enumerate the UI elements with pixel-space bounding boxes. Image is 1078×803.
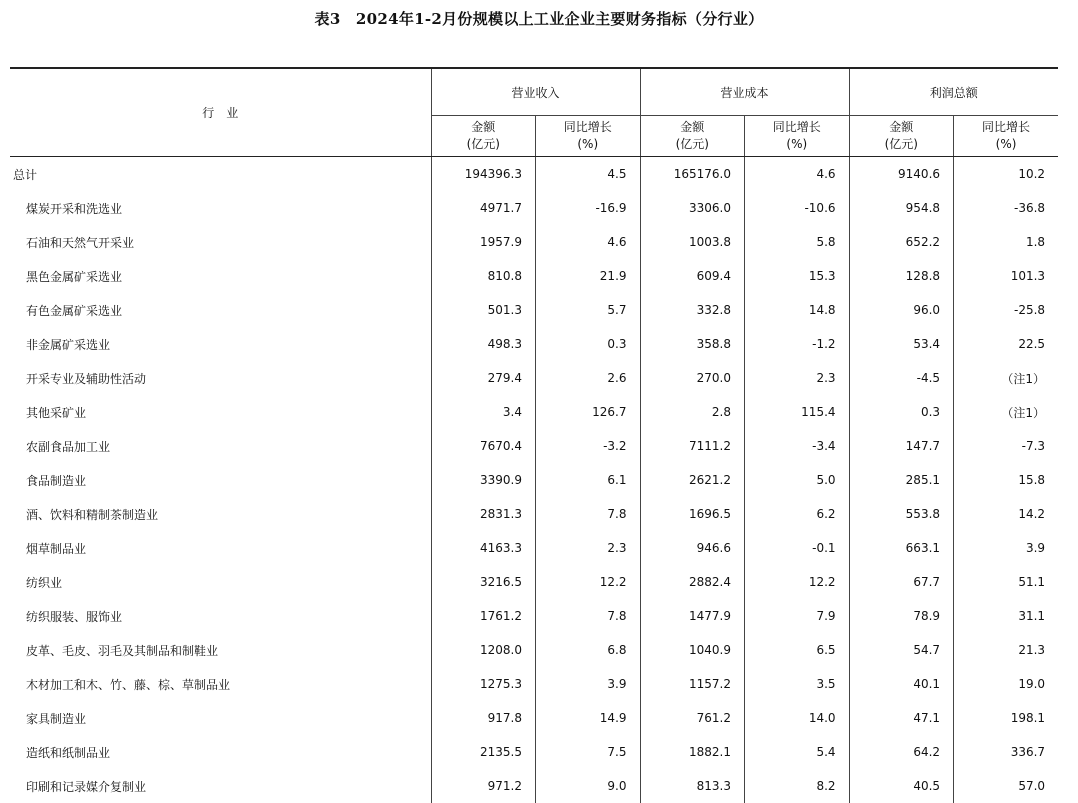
revenue-growth: 126.7 — [536, 395, 641, 429]
profit-growth: 198.1 — [954, 701, 1059, 735]
cost-amount: 1696.5 — [640, 497, 745, 531]
profit-growth: 19.0 — [954, 667, 1059, 701]
industry-name: 酒、饮料和精制茶制造业 — [10, 497, 431, 531]
table-row — [10, 395, 1058, 429]
profit-growth: （注1） — [954, 361, 1059, 395]
industry-column-header: 行 业 — [10, 68, 431, 157]
cost-amount: 165176.0 — [640, 157, 745, 192]
industry-name: 总计 — [10, 157, 431, 192]
industry-name: 石油和天然气开采业 — [10, 225, 431, 259]
revenue-growth: 4.5 — [536, 157, 641, 192]
cost-growth: 15.3 — [745, 259, 850, 293]
revenue-amount: 3216.5 — [431, 565, 536, 599]
revenue-growth: 21.9 — [536, 259, 641, 293]
table-row — [10, 497, 1058, 531]
industry-name: 纺织服装、服饰业 — [10, 599, 431, 633]
cost-amount: 2621.2 — [640, 463, 745, 497]
profit-amount: 96.0 — [849, 293, 954, 327]
profit-amount: 40.1 — [849, 667, 954, 701]
profit-amount: -4.5 — [849, 361, 954, 395]
cost-amount: 358.8 — [640, 327, 745, 361]
profit-amount: 67.7 — [849, 565, 954, 599]
cost-amount: 1003.8 — [640, 225, 745, 259]
profit-growth: -25.8 — [954, 293, 1059, 327]
revenue-amount: 810.8 — [431, 259, 536, 293]
table-row — [10, 259, 1058, 293]
profit-amount: 0.3 — [849, 395, 954, 429]
revenue-growth: 0.3 — [536, 327, 641, 361]
revenue-amount: 1275.3 — [431, 667, 536, 701]
cost-growth: 8.2 — [745, 769, 850, 803]
table-row — [10, 735, 1058, 769]
profit-amount: 553.8 — [849, 497, 954, 531]
cost-amount: 270.0 — [640, 361, 745, 395]
cost-growth-header: 同比增长 (%) — [745, 116, 850, 157]
revenue-growth: 2.6 — [536, 361, 641, 395]
cost-growth: 6.2 — [745, 497, 850, 531]
industry-name: 纺织业 — [10, 565, 431, 599]
revenue-growth: 7.5 — [536, 735, 641, 769]
revenue-amount: 194396.3 — [431, 157, 536, 192]
revenue-growth: 7.8 — [536, 497, 641, 531]
revenue-growth-header: 同比增长 (%) — [536, 116, 641, 157]
revenue-growth: 14.9 — [536, 701, 641, 735]
table-row — [10, 429, 1058, 463]
cost-growth: 4.6 — [745, 157, 850, 192]
table-row — [10, 769, 1058, 803]
profit-growth: 51.1 — [954, 565, 1059, 599]
cost-growth: 6.5 — [745, 633, 850, 667]
industry-name: 农副食品加工业 — [10, 429, 431, 463]
cost-growth: 14.8 — [745, 293, 850, 327]
revenue-growth: -3.2 — [536, 429, 641, 463]
profit-amount: 128.8 — [849, 259, 954, 293]
cost-amount: 3306.0 — [640, 191, 745, 225]
revenue-growth: 5.7 — [536, 293, 641, 327]
revenue-growth: 6.1 — [536, 463, 641, 497]
profit-amount: 652.2 — [849, 225, 954, 259]
profit-amount: 53.4 — [849, 327, 954, 361]
cost-growth: 5.0 — [745, 463, 850, 497]
revenue-growth: -16.9 — [536, 191, 641, 225]
profit-growth: -7.3 — [954, 429, 1059, 463]
revenue-amount: 4971.7 — [431, 191, 536, 225]
revenue-amount: 3390.9 — [431, 463, 536, 497]
profit-amount: 663.1 — [849, 531, 954, 565]
profit-growth: 15.8 — [954, 463, 1059, 497]
cost-growth: 2.3 — [745, 361, 850, 395]
revenue-growth: 9.0 — [536, 769, 641, 803]
financial-indicators-table — [10, 67, 1058, 803]
cost-growth: -1.2 — [745, 327, 850, 361]
cost-amount-header: 金额 (亿元) — [640, 116, 745, 157]
revenue-amount: 1761.2 — [431, 599, 536, 633]
cost-growth: 3.5 — [745, 667, 850, 701]
table-row — [10, 599, 1058, 633]
industry-name: 食品制造业 — [10, 463, 431, 497]
profit-growth-header: 同比增长 (%) — [954, 116, 1059, 157]
industry-name: 造纸和纸制品业 — [10, 735, 431, 769]
revenue-amount: 1957.9 — [431, 225, 536, 259]
profit-amount: 285.1 — [849, 463, 954, 497]
profit-amount: 9140.6 — [849, 157, 954, 192]
revenue-amount-header: 金额 (亿元) — [431, 116, 536, 157]
table-row — [10, 293, 1058, 327]
profit-amount: 40.5 — [849, 769, 954, 803]
profit-amount: 954.8 — [849, 191, 954, 225]
revenue-growth: 3.9 — [536, 667, 641, 701]
revenue-growth: 4.6 — [536, 225, 641, 259]
industry-name: 其他采矿业 — [10, 395, 431, 429]
table-row — [10, 225, 1058, 259]
revenue-group-header: 营业收入 — [431, 68, 640, 116]
cost-growth: -0.1 — [745, 531, 850, 565]
profit-amount: 47.1 — [849, 701, 954, 735]
cost-amount: 2.8 — [640, 395, 745, 429]
profit-growth: （注1） — [954, 395, 1059, 429]
cost-amount: 332.8 — [640, 293, 745, 327]
profit-growth: 3.9 — [954, 531, 1059, 565]
industry-name: 开采专业及辅助性活动 — [10, 361, 431, 395]
revenue-amount: 501.3 — [431, 293, 536, 327]
table-row — [10, 565, 1058, 599]
revenue-amount: 4163.3 — [431, 531, 536, 565]
profit-growth: -36.8 — [954, 191, 1059, 225]
table-body — [10, 157, 1058, 803]
cost-growth: -3.4 — [745, 429, 850, 463]
cost-amount: 609.4 — [640, 259, 745, 293]
cost-growth: 115.4 — [745, 395, 850, 429]
profit-growth: 10.2 — [954, 157, 1059, 192]
table-row-total — [10, 157, 1058, 192]
industry-name: 木材加工和木、竹、藤、棕、草制品业 — [10, 667, 431, 701]
table-row — [10, 327, 1058, 361]
revenue-growth: 7.8 — [536, 599, 641, 633]
cost-growth: 5.8 — [745, 225, 850, 259]
cost-growth: 12.2 — [745, 565, 850, 599]
industry-name: 印刷和记录媒介复制业 — [10, 769, 431, 803]
cost-growth: -10.6 — [745, 191, 850, 225]
revenue-amount: 917.8 — [431, 701, 536, 735]
profit-amount: 147.7 — [849, 429, 954, 463]
revenue-amount: 1208.0 — [431, 633, 536, 667]
industry-name: 煤炭开采和洗选业 — [10, 191, 431, 225]
profit-amount: 64.2 — [849, 735, 954, 769]
profit-growth: 101.3 — [954, 259, 1059, 293]
cost-growth: 5.4 — [745, 735, 850, 769]
industry-name: 烟草制品业 — [10, 531, 431, 565]
table-title: 表3 2024年1-2月份规模以上工业企业主要财务指标（分行业） — [0, 8, 1078, 29]
revenue-growth: 12.2 — [536, 565, 641, 599]
table-header — [10, 68, 1058, 157]
cost-amount: 1477.9 — [640, 599, 745, 633]
table-row — [10, 191, 1058, 225]
industry-name: 皮革、毛皮、羽毛及其制品和制鞋业 — [10, 633, 431, 667]
profit-growth: 14.2 — [954, 497, 1059, 531]
revenue-amount: 3.4 — [431, 395, 536, 429]
cost-group-header: 营业成本 — [640, 68, 849, 116]
table-row — [10, 463, 1058, 497]
industry-name: 家具制造业 — [10, 701, 431, 735]
cost-amount: 2882.4 — [640, 565, 745, 599]
cost-amount: 946.6 — [640, 531, 745, 565]
profit-growth: 31.1 — [954, 599, 1059, 633]
industry-name: 有色金属矿采选业 — [10, 293, 431, 327]
profit-amount: 78.9 — [849, 599, 954, 633]
table-row — [10, 667, 1058, 701]
revenue-amount: 7670.4 — [431, 429, 536, 463]
cost-amount: 1882.1 — [640, 735, 745, 769]
cost-growth: 14.0 — [745, 701, 850, 735]
table-row — [10, 361, 1058, 395]
industry-name: 黑色金属矿采选业 — [10, 259, 431, 293]
industry-name: 非金属矿采选业 — [10, 327, 431, 361]
revenue-growth: 2.3 — [536, 531, 641, 565]
profit-amount-header: 金额 (亿元) — [849, 116, 954, 157]
profit-growth: 22.5 — [954, 327, 1059, 361]
cost-amount: 1040.9 — [640, 633, 745, 667]
profit-group-header: 利润总额 — [849, 68, 1058, 116]
revenue-amount: 2135.5 — [431, 735, 536, 769]
profit-amount: 54.7 — [849, 633, 954, 667]
revenue-amount: 279.4 — [431, 361, 536, 395]
profit-growth: 57.0 — [954, 769, 1059, 803]
cost-growth: 7.9 — [745, 599, 850, 633]
profit-growth: 336.7 — [954, 735, 1059, 769]
profit-growth: 21.3 — [954, 633, 1059, 667]
revenue-amount: 498.3 — [431, 327, 536, 361]
table-row — [10, 531, 1058, 565]
cost-amount: 7111.2 — [640, 429, 745, 463]
table-row — [10, 633, 1058, 667]
cost-amount: 761.2 — [640, 701, 745, 735]
revenue-growth: 6.8 — [536, 633, 641, 667]
cost-amount: 813.3 — [640, 769, 745, 803]
table-row — [10, 701, 1058, 735]
profit-growth: 1.8 — [954, 225, 1059, 259]
revenue-amount: 971.2 — [431, 769, 536, 803]
cost-amount: 1157.2 — [640, 667, 745, 701]
revenue-amount: 2831.3 — [431, 497, 536, 531]
